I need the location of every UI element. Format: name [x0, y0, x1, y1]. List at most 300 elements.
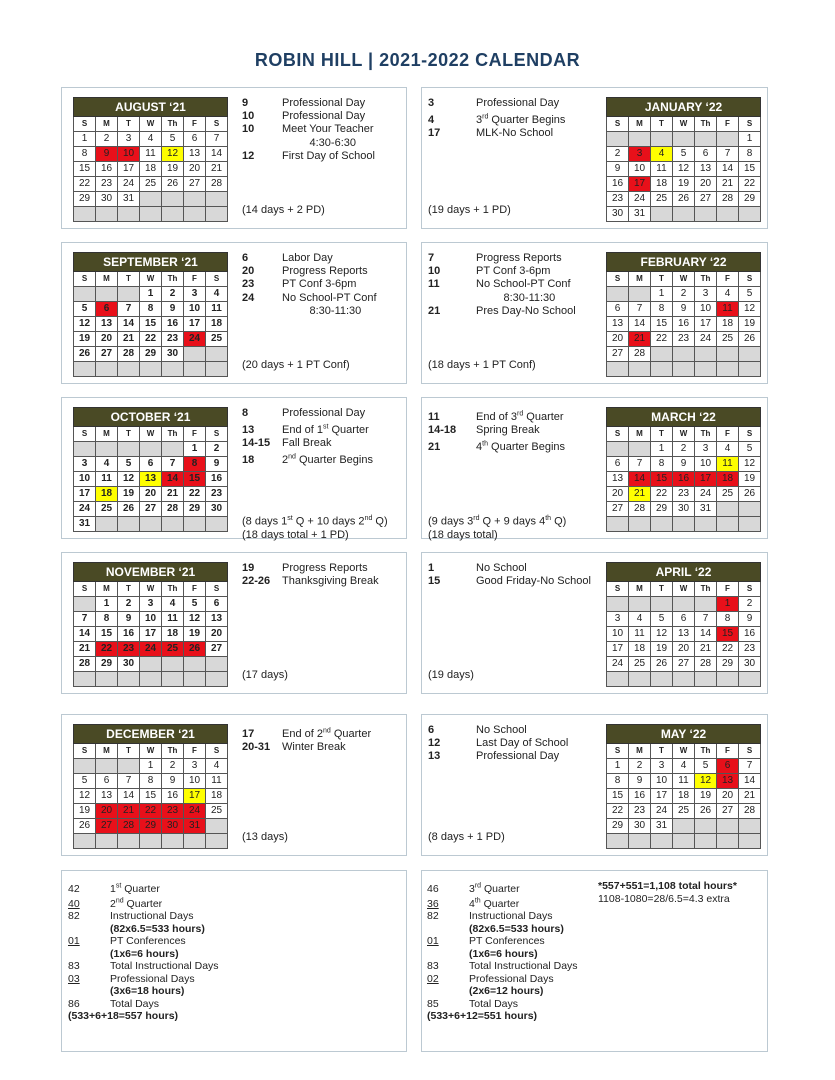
day-cell: 19	[162, 162, 184, 177]
empty-day-cell	[206, 834, 228, 849]
day-cell: 7	[162, 457, 184, 472]
event-item	[428, 278, 576, 291]
empty-day-cell	[695, 132, 717, 147]
day-cell: 13	[184, 147, 206, 162]
event-item	[242, 292, 377, 305]
weekday-header: T	[118, 427, 140, 442]
day-cell: 16	[673, 317, 695, 332]
event-description: Good Friday-No School	[476, 575, 591, 588]
totals-line	[427, 910, 578, 923]
empty-day-cell	[717, 132, 739, 147]
empty-day-cell	[717, 207, 739, 222]
day-cell: 15	[184, 472, 206, 487]
day-cell: 14	[629, 317, 651, 332]
day-cell: 8	[607, 774, 629, 789]
empty-day-cell	[607, 132, 629, 147]
event-item	[428, 305, 576, 318]
empty-day-cell	[651, 597, 673, 612]
month-calendar	[73, 252, 228, 377]
event-description: MLK-No School	[476, 127, 554, 140]
empty-day-cell	[739, 207, 761, 222]
day-cell: 16	[96, 162, 118, 177]
day-cell: 22	[184, 487, 206, 502]
empty-day-cell	[651, 132, 673, 147]
event-description: End of 1st Quarter	[282, 423, 369, 436]
day-cell: 8	[140, 302, 162, 317]
weekday-header: Th	[695, 272, 717, 287]
empty-day-cell	[140, 672, 162, 687]
day-cell: 22	[651, 487, 673, 502]
day-cell: 7	[739, 759, 761, 774]
totals-label: PT Conferences	[469, 935, 545, 947]
empty-day-cell	[96, 672, 118, 687]
empty-day-cell	[673, 672, 695, 687]
event-date: 21	[428, 304, 441, 317]
empty-day-cell	[206, 657, 228, 672]
day-cell: 19	[74, 804, 96, 819]
empty-day-cell	[162, 517, 184, 532]
empty-day-cell	[96, 287, 118, 302]
empty-day-cell	[162, 834, 184, 849]
weekday-header: S	[607, 272, 629, 287]
day-cell: 16	[162, 317, 184, 332]
totals-line	[427, 1010, 578, 1023]
day-cell: 4	[651, 147, 673, 162]
empty-day-cell	[206, 819, 228, 834]
day-cell: 19	[651, 642, 673, 657]
weekday-header: S	[74, 427, 96, 442]
day-cell: 30	[673, 502, 695, 517]
day-cell: 18	[651, 177, 673, 192]
empty-day-cell	[673, 819, 695, 834]
day-cell: 2	[162, 759, 184, 774]
day-cell: 28	[118, 347, 140, 362]
day-cell: 20	[607, 487, 629, 502]
day-cell: 3	[651, 759, 673, 774]
empty-day-cell	[717, 502, 739, 517]
totals-label: Professional Days	[469, 972, 554, 985]
empty-day-cell	[162, 672, 184, 687]
event-list	[428, 562, 591, 588]
weekday-header: S	[607, 427, 629, 442]
empty-day-cell	[140, 442, 162, 457]
weekday-header: M	[629, 427, 651, 442]
day-count-note: (17 days)	[242, 669, 288, 681]
day-cell: 17	[695, 472, 717, 487]
event-date: 15	[428, 575, 441, 588]
event-list	[428, 407, 565, 454]
day-count-note: (8 days + 1 PD)	[428, 831, 505, 843]
empty-day-cell	[140, 657, 162, 672]
day-cell: 2	[629, 759, 651, 774]
empty-day-cell	[96, 834, 118, 849]
weekday-header: W	[140, 582, 162, 597]
empty-day-cell	[651, 347, 673, 362]
totals-line	[427, 935, 578, 948]
day-cell: 31	[184, 819, 206, 834]
month-name: AUGUST ‘21	[74, 98, 228, 117]
day-cell: 16	[673, 472, 695, 487]
day-cell: 23	[673, 332, 695, 347]
day-cell: 2	[673, 287, 695, 302]
month-calendar	[73, 724, 228, 849]
day-cell: 1	[739, 132, 761, 147]
month-calendar	[606, 724, 761, 849]
month-calendar	[73, 562, 228, 687]
empty-day-cell	[74, 672, 96, 687]
totals-line	[427, 960, 578, 973]
empty-day-cell	[184, 834, 206, 849]
weekday-header: Th	[695, 427, 717, 442]
day-cell: 8	[184, 457, 206, 472]
weekday-header: W	[140, 117, 162, 132]
event-date: 11	[428, 410, 440, 423]
day-cell: 26	[74, 347, 96, 362]
event-item	[242, 407, 373, 420]
event-item	[242, 137, 375, 150]
event-item	[242, 278, 377, 291]
day-cell: 3	[695, 442, 717, 457]
empty-day-cell	[184, 207, 206, 222]
event-item	[428, 265, 576, 278]
day-cell: 15	[74, 162, 96, 177]
empty-day-cell	[739, 502, 761, 517]
event-description: End of 3rd Quarter	[476, 410, 564, 423]
day-cell: 11	[206, 302, 228, 317]
day-cell: 26	[118, 502, 140, 517]
day-cell: 2	[162, 287, 184, 302]
day-cell: 9	[162, 302, 184, 317]
event-description: Last Day of School	[476, 737, 569, 750]
weekday-header: T	[118, 272, 140, 287]
totals-count: 82	[68, 910, 80, 922]
day-cell: 21	[629, 332, 651, 347]
weekday-header: S	[74, 744, 96, 759]
event-date: 20	[242, 265, 255, 278]
weekday-header: M	[96, 582, 118, 597]
day-count-note: (19 days)	[428, 669, 474, 681]
day-cell: 21	[118, 804, 140, 819]
event-description: 2nd Quarter Begins	[282, 453, 373, 466]
event-date: 24	[242, 291, 255, 304]
totals-line	[68, 910, 219, 923]
weekday-header: F	[184, 744, 206, 759]
empty-day-cell	[629, 834, 651, 849]
day-cell: 18	[717, 472, 739, 487]
day-cell: 21	[739, 789, 761, 804]
empty-day-cell	[74, 597, 96, 612]
day-cell: 1	[184, 442, 206, 457]
totals-label: (82x6.5=533 hours)	[469, 922, 564, 935]
day-cell: 6	[695, 147, 717, 162]
month-name: OCTOBER ‘21	[74, 408, 228, 427]
day-cell: 16	[118, 627, 140, 642]
day-cell: 15	[140, 789, 162, 804]
day-cell: 6	[673, 612, 695, 627]
day-cell: 26	[184, 642, 206, 657]
weekday-header: T	[651, 427, 673, 442]
day-cell: 19	[739, 472, 761, 487]
day-cell: 31	[118, 192, 140, 207]
day-cell: 22	[96, 642, 118, 657]
day-cell: 25	[673, 804, 695, 819]
empty-day-cell	[651, 362, 673, 377]
day-cell: 18	[162, 627, 184, 642]
totals-line	[68, 935, 219, 948]
day-cell: 14	[206, 147, 228, 162]
empty-day-cell	[673, 834, 695, 849]
day-cell: 21	[162, 487, 184, 502]
event-date: 4	[428, 113, 435, 126]
day-cell: 25	[651, 192, 673, 207]
day-cell: 26	[695, 804, 717, 819]
empty-day-cell	[162, 207, 184, 222]
total-hours-summary: *557+551=1,108 total hours*	[598, 880, 737, 892]
totals-line	[68, 973, 219, 986]
event-item	[242, 575, 379, 588]
weekday-header: S	[74, 117, 96, 132]
weekday-header: S	[739, 582, 761, 597]
day-cell: 29	[739, 192, 761, 207]
day-cell: 9	[629, 774, 651, 789]
day-cell: 29	[651, 502, 673, 517]
day-cell: 27	[96, 347, 118, 362]
day-cell: 8	[739, 147, 761, 162]
month-name: NOVEMBER ‘21	[74, 563, 228, 582]
empty-day-cell	[140, 192, 162, 207]
totals-count: 85	[427, 997, 439, 1010]
event-description: 8:30-11:30	[282, 304, 362, 317]
empty-day-cell	[695, 597, 717, 612]
day-cell: 5	[184, 597, 206, 612]
event-date: 7	[428, 252, 435, 264]
totals-count: 03	[68, 972, 80, 985]
day-cell: 26	[74, 819, 96, 834]
event-date: 22-26	[242, 575, 271, 588]
weekday-header: W	[140, 272, 162, 287]
empty-day-cell	[162, 657, 184, 672]
weekday-header: W	[673, 582, 695, 597]
page-title: ROBIN HILL | 2021-2022 CALENDAR	[254, 50, 581, 70]
day-cell: 13	[206, 612, 228, 627]
day-cell: 5	[162, 132, 184, 147]
day-cell: 20	[695, 177, 717, 192]
empty-day-cell	[162, 362, 184, 377]
weekday-header: F	[717, 117, 739, 132]
weekday-header: S	[74, 272, 96, 287]
day-cell: 6	[717, 759, 739, 774]
day-cell: 12	[118, 472, 140, 487]
weekday-header: S	[739, 272, 761, 287]
event-item	[242, 437, 373, 450]
weekday-header: W	[140, 744, 162, 759]
day-cell: 13	[607, 472, 629, 487]
empty-day-cell	[206, 192, 228, 207]
day-cell: 25	[206, 332, 228, 347]
day-cell: 21	[206, 162, 228, 177]
day-cell: 29	[607, 819, 629, 834]
day-cell: 24	[140, 642, 162, 657]
day-cell: 5	[651, 612, 673, 627]
day-cell: 10	[184, 302, 206, 317]
day-cell: 18	[140, 162, 162, 177]
empty-day-cell	[118, 442, 140, 457]
empty-day-cell	[717, 672, 739, 687]
weekday-header: T	[651, 117, 673, 132]
event-item	[428, 437, 565, 454]
totals-hours: (533+6+12=551 hours)	[427, 1010, 538, 1022]
event-list	[428, 724, 568, 764]
empty-day-cell	[96, 759, 118, 774]
event-date: 9	[242, 97, 249, 109]
event-item	[242, 252, 377, 265]
totals-label: Total Days	[469, 997, 519, 1010]
totals-label: Total Days	[110, 997, 160, 1010]
day-cell: 27	[673, 657, 695, 672]
day-cell: 12	[673, 162, 695, 177]
day-cell: 22	[607, 804, 629, 819]
weekday-header: S	[206, 744, 228, 759]
weekday-header: S	[739, 427, 761, 442]
event-date: 23	[242, 278, 255, 291]
event-item	[242, 97, 375, 110]
day-cell: 1	[607, 759, 629, 774]
day-cell: 3	[695, 287, 717, 302]
day-cell: 9	[162, 774, 184, 789]
weekday-header: S	[607, 117, 629, 132]
month-calendar	[73, 97, 228, 222]
day-cell: 9	[118, 612, 140, 627]
event-item	[428, 252, 576, 265]
day-cell: 23	[673, 487, 695, 502]
weekday-header: M	[96, 272, 118, 287]
day-cell: 15	[717, 627, 739, 642]
day-cell: 4	[717, 442, 739, 457]
day-cell: 5	[74, 774, 96, 789]
day-cell: 12	[651, 627, 673, 642]
day-cell: 22	[651, 332, 673, 347]
totals-count: 42	[68, 882, 80, 895]
day-cell: 23	[607, 192, 629, 207]
totals-count: 40	[68, 897, 80, 910]
day-cell: 4	[162, 597, 184, 612]
event-description: Professional Day	[476, 750, 560, 763]
empty-day-cell	[651, 517, 673, 532]
day-cell: 15	[607, 789, 629, 804]
day-cell: 24	[629, 192, 651, 207]
weekday-header: F	[717, 272, 739, 287]
day-cell: 1	[717, 597, 739, 612]
event-description: Spring Break	[476, 423, 540, 436]
day-cell: 7	[629, 457, 651, 472]
day-cell: 14	[118, 789, 140, 804]
event-list	[242, 252, 377, 318]
empty-day-cell	[96, 517, 118, 532]
weekday-header: Th	[162, 582, 184, 597]
weekday-header: T	[118, 582, 140, 597]
day-cell: 16	[206, 472, 228, 487]
day-cell: 12	[739, 457, 761, 472]
day-cell: 26	[739, 332, 761, 347]
day-cell: 7	[206, 132, 228, 147]
empty-day-cell	[206, 517, 228, 532]
event-description: 8:30-11:30	[476, 291, 556, 304]
totals-label: (1x6=6 hours)	[110, 947, 179, 960]
empty-day-cell	[695, 207, 717, 222]
weekday-header: S	[206, 582, 228, 597]
event-description: Winter Break	[282, 740, 346, 753]
day-cell: 3	[140, 597, 162, 612]
totals-label: 3rd Quarter	[469, 882, 520, 895]
event-description: 4:30-6:30	[282, 136, 356, 149]
event-item	[428, 575, 591, 588]
event-description: Progress Reports	[282, 265, 368, 278]
day-cell: 16	[629, 789, 651, 804]
event-description: First Day of School	[282, 149, 375, 162]
day-cell: 17	[118, 162, 140, 177]
day-cell: 23	[739, 642, 761, 657]
day-cell: 18	[206, 789, 228, 804]
event-description: Professional Day	[476, 97, 560, 109]
day-cell: 10	[607, 627, 629, 642]
empty-day-cell	[206, 672, 228, 687]
empty-day-cell	[717, 819, 739, 834]
empty-day-cell	[162, 192, 184, 207]
day-cell: 7	[118, 302, 140, 317]
day-cell: 11	[717, 302, 739, 317]
totals-label: PT Conferences	[110, 935, 186, 947]
empty-day-cell	[74, 759, 96, 774]
day-cell: 9	[96, 147, 118, 162]
day-cell: 5	[118, 457, 140, 472]
weekday-header: F	[717, 744, 739, 759]
event-description: Professional Day	[282, 110, 366, 123]
weekday-header: M	[629, 117, 651, 132]
day-cell: 3	[184, 759, 206, 774]
empty-day-cell	[673, 362, 695, 377]
day-cell: 20	[206, 627, 228, 642]
empty-day-cell	[695, 517, 717, 532]
empty-day-cell	[607, 834, 629, 849]
day-cell: 4	[629, 612, 651, 627]
event-date: 10	[428, 265, 441, 278]
totals-list	[427, 880, 578, 1023]
event-item	[428, 292, 576, 305]
weekday-header: S	[206, 117, 228, 132]
month-name: SEPTEMBER ‘21	[74, 253, 228, 272]
empty-day-cell	[118, 207, 140, 222]
day-cell: 27	[140, 502, 162, 517]
weekday-header: Th	[162, 117, 184, 132]
day-cell: 3	[184, 287, 206, 302]
day-cell: 23	[206, 487, 228, 502]
event-description: Thanksgiving Break	[282, 575, 379, 588]
day-cell: 2	[96, 132, 118, 147]
totals-label: 4th Quarter	[469, 897, 520, 910]
weekday-header: S	[206, 272, 228, 287]
empty-day-cell	[717, 517, 739, 532]
day-cell: 7	[118, 774, 140, 789]
empty-day-cell	[695, 347, 717, 362]
weekday-header: W	[673, 744, 695, 759]
event-item	[242, 724, 371, 741]
empty-day-cell	[695, 672, 717, 687]
day-cell: 18	[206, 317, 228, 332]
day-cell: 18	[629, 642, 651, 657]
month-calendar	[606, 407, 761, 532]
empty-day-cell	[739, 362, 761, 377]
totals-count: 82	[427, 910, 439, 922]
